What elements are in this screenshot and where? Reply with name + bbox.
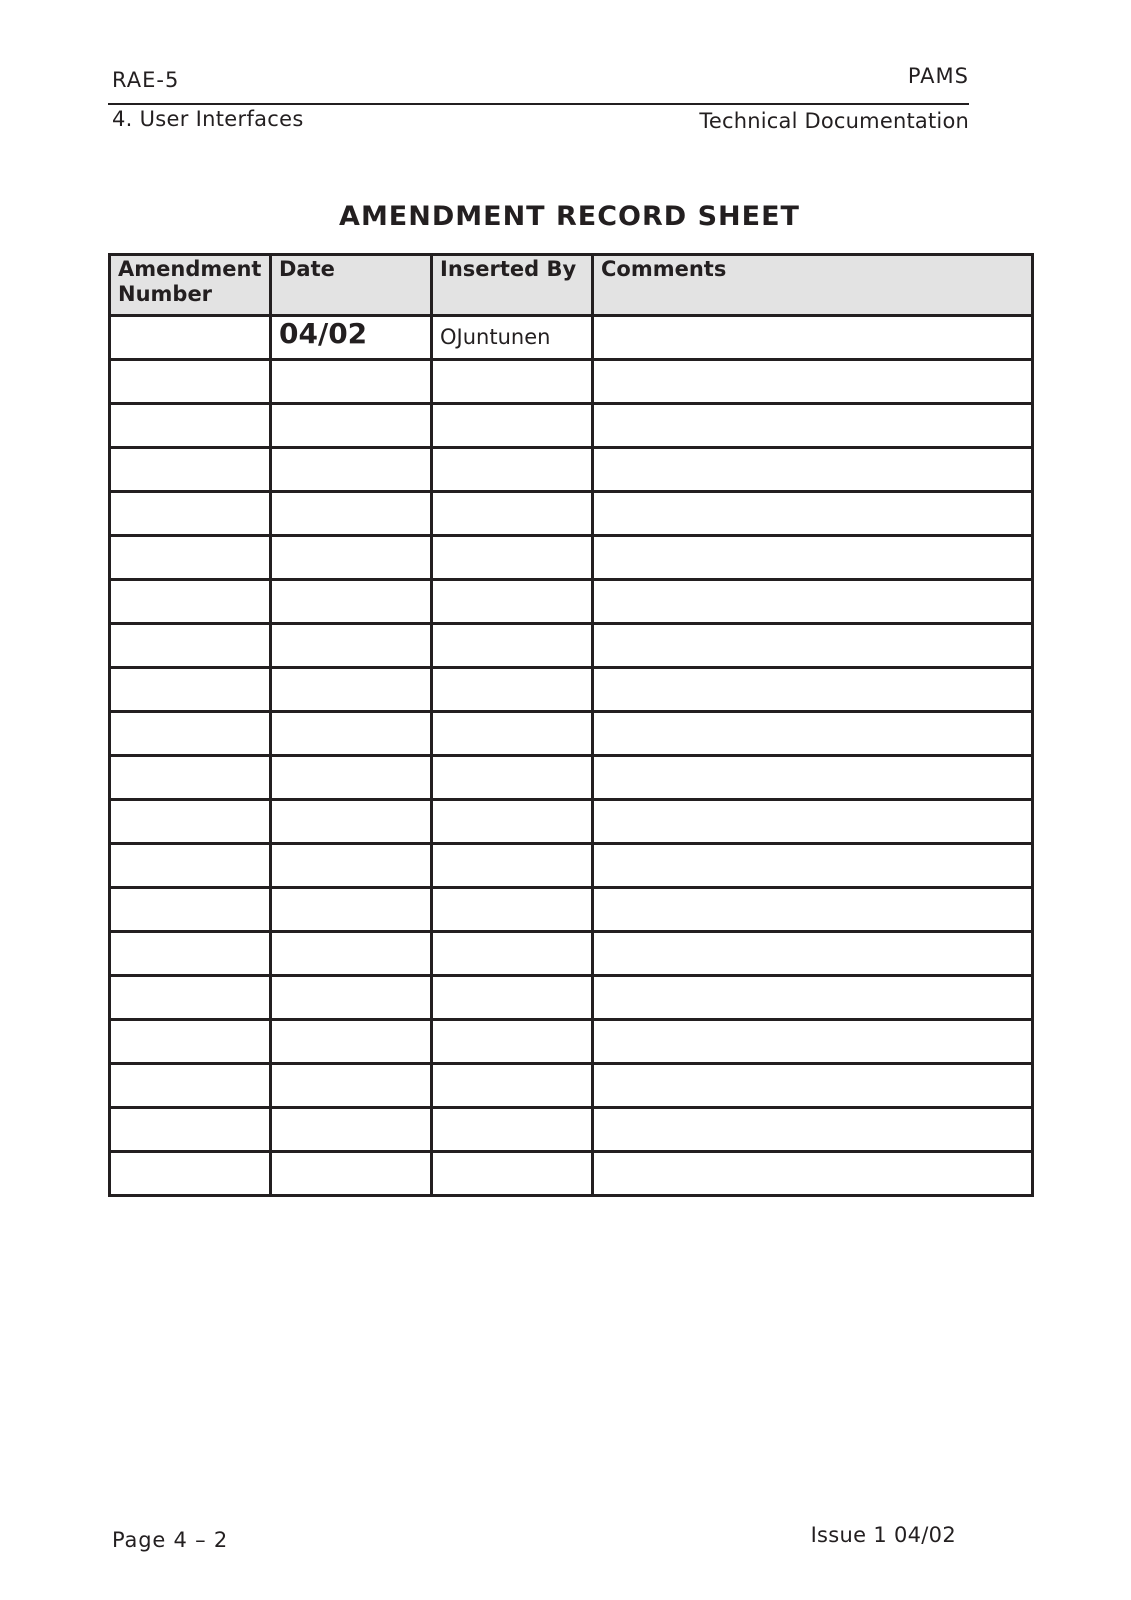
table-row bbox=[110, 712, 1033, 756]
document-type: Technical Documentation bbox=[699, 109, 969, 133]
date-cell bbox=[271, 536, 432, 580]
column-header-date: Date bbox=[271, 255, 432, 316]
comments-cell bbox=[593, 580, 1033, 624]
inserted-by-cell bbox=[432, 448, 593, 492]
amendment-number-cell bbox=[110, 844, 271, 888]
column-header-inserted-by: Inserted By bbox=[432, 255, 593, 316]
amendment-number-cell bbox=[110, 492, 271, 536]
date-cell bbox=[271, 668, 432, 712]
inserted-by-cell bbox=[432, 1020, 593, 1064]
table-row bbox=[110, 404, 1033, 448]
amendment-number-cell bbox=[110, 624, 271, 668]
comments-cell bbox=[593, 888, 1033, 932]
inserted-by-cell bbox=[432, 712, 593, 756]
comments-cell bbox=[593, 492, 1033, 536]
comments-cell bbox=[593, 1108, 1033, 1152]
date-cell bbox=[271, 1152, 432, 1196]
amendment-number-cell bbox=[110, 1152, 271, 1196]
date-cell bbox=[271, 492, 432, 536]
amendment-number-cell bbox=[110, 1064, 271, 1108]
table-row bbox=[110, 492, 1033, 536]
date-cell bbox=[271, 976, 432, 1020]
comments-cell bbox=[593, 1064, 1033, 1108]
table-row bbox=[110, 1108, 1033, 1152]
model-name: RAE-5 bbox=[112, 68, 180, 92]
comments-cell bbox=[593, 800, 1033, 844]
inserted-by-cell bbox=[432, 404, 593, 448]
date-cell bbox=[271, 712, 432, 756]
amendment-number-cell bbox=[110, 756, 271, 800]
amendment-number-cell bbox=[110, 932, 271, 976]
table-row bbox=[110, 756, 1033, 800]
inserted-by-cell bbox=[432, 976, 593, 1020]
section-name: 4. User Interfaces bbox=[112, 107, 304, 131]
comments-cell bbox=[593, 932, 1033, 976]
table-row bbox=[110, 800, 1033, 844]
amendment-number-cell bbox=[110, 360, 271, 404]
inserted-by-cell bbox=[432, 580, 593, 624]
amendment-number-cell bbox=[110, 888, 271, 932]
table-row bbox=[110, 976, 1033, 1020]
date-cell bbox=[271, 404, 432, 448]
amendment-number-cell bbox=[110, 1020, 271, 1064]
table-row bbox=[110, 1064, 1033, 1108]
comments-cell bbox=[593, 316, 1033, 360]
page-title: AMENDMENT RECORD SHEET bbox=[339, 201, 800, 232]
comments-cell bbox=[593, 360, 1033, 404]
date-cell bbox=[271, 580, 432, 624]
inserted-by-cell bbox=[432, 536, 593, 580]
comments-cell bbox=[593, 624, 1033, 668]
inserted-by-cell bbox=[432, 492, 593, 536]
inserted-by-cell bbox=[432, 844, 593, 888]
inserted-by-cell bbox=[432, 668, 593, 712]
date-cell bbox=[271, 1064, 432, 1108]
table-row bbox=[110, 360, 1033, 404]
page-number: Page 4 – 2 bbox=[112, 1528, 229, 1552]
inserted-by-cell bbox=[432, 932, 593, 976]
date-cell bbox=[271, 448, 432, 492]
amendment-number-cell bbox=[110, 536, 271, 580]
table-header-row bbox=[110, 255, 1033, 316]
inserted-by-cell bbox=[432, 624, 593, 668]
amendment-number-cell bbox=[110, 976, 271, 1020]
amendment-number-cell bbox=[110, 800, 271, 844]
inserted-by-cell bbox=[432, 1152, 593, 1196]
amendment-table bbox=[108, 253, 1034, 1197]
date-cell bbox=[271, 888, 432, 932]
table-row bbox=[110, 316, 1033, 360]
table-row bbox=[110, 580, 1033, 624]
table-row bbox=[110, 668, 1033, 712]
amendment-number-cell bbox=[110, 712, 271, 756]
comments-cell bbox=[593, 536, 1033, 580]
table-row bbox=[110, 1020, 1033, 1064]
table-row bbox=[110, 448, 1033, 492]
comments-cell bbox=[593, 1020, 1033, 1064]
date-cell bbox=[271, 1108, 432, 1152]
comments-cell bbox=[593, 448, 1033, 492]
table-body bbox=[110, 316, 1033, 1196]
date-cell bbox=[271, 932, 432, 976]
issue-info: Issue 1 04/02 bbox=[810, 1523, 956, 1547]
comments-cell bbox=[593, 1152, 1033, 1196]
amendment-number-cell bbox=[110, 448, 271, 492]
inserted-by-cell: OJuntunen bbox=[432, 316, 593, 360]
header-divider bbox=[108, 103, 969, 105]
table-row bbox=[110, 932, 1033, 976]
inserted-by-cell bbox=[432, 800, 593, 844]
amendment-number-cell bbox=[110, 1108, 271, 1152]
date-cell bbox=[271, 1020, 432, 1064]
inserted-by-cell bbox=[432, 1064, 593, 1108]
inserted-by-cell bbox=[432, 360, 593, 404]
date-cell bbox=[271, 360, 432, 404]
brand-name: PAMS bbox=[907, 64, 969, 88]
date-cell: 04/02 bbox=[271, 316, 432, 360]
comments-cell bbox=[593, 712, 1033, 756]
comments-cell bbox=[593, 668, 1033, 712]
column-header-amendment-number: Amendment Number bbox=[110, 255, 271, 316]
amendment-number-cell bbox=[110, 316, 271, 360]
amendment-number-cell bbox=[110, 580, 271, 624]
amendment-number-cell bbox=[110, 668, 271, 712]
date-cell bbox=[271, 624, 432, 668]
table-row bbox=[110, 844, 1033, 888]
inserted-by-cell bbox=[432, 1108, 593, 1152]
date-cell bbox=[271, 844, 432, 888]
table-row bbox=[110, 888, 1033, 932]
date-cell bbox=[271, 800, 432, 844]
inserted-by-cell bbox=[432, 888, 593, 932]
date-cell bbox=[271, 756, 432, 800]
comments-cell bbox=[593, 404, 1033, 448]
amendment-number-cell bbox=[110, 404, 271, 448]
table-row bbox=[110, 536, 1033, 580]
column-header-comments: Comments bbox=[593, 255, 1033, 316]
comments-cell bbox=[593, 756, 1033, 800]
inserted-by-cell bbox=[432, 756, 593, 800]
comments-cell bbox=[593, 844, 1033, 888]
table-row bbox=[110, 1152, 1033, 1196]
comments-cell bbox=[593, 976, 1033, 1020]
table-row bbox=[110, 624, 1033, 668]
